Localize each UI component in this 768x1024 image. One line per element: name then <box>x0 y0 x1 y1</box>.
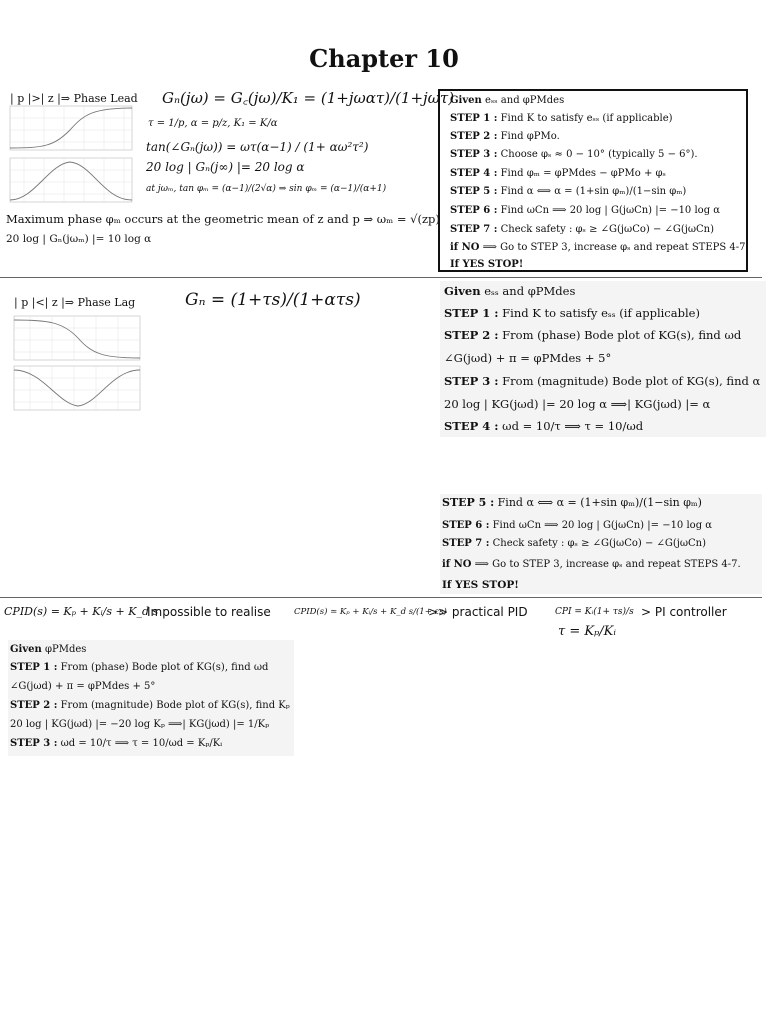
lead-max-phase: Maximum phase φₘ occurs at the geometric mean of z and p ⇒ ωₘ = √(zp) <box>6 212 440 226</box>
lag-step-no: if NO ⟹ Go to STEP 3, increase φₛ and repeat STEPS 4-7. <box>442 559 741 570</box>
lead-step-6: STEP 6 : Find ωCn ⟹ 20 log | G(jωCn) |= −10 log α <box>450 205 721 216</box>
lead-step-given: Given eₛₛ and φPMdes <box>450 95 565 106</box>
lag-step-3-eq: 20 log | KG(jωd) |= 20 log α ⟹| KG(jωd) |= α <box>444 397 711 411</box>
lead-phase-curve <box>10 162 132 200</box>
divider-lag-pid <box>0 597 762 598</box>
pid-step-3: STEP 3 : ωd = 10/τ ⟹ τ = 10/ωd = Kₚ/Kᵢ <box>10 738 223 749</box>
lag-step-5: STEP 5 : Find α ⟺ α = (1+sin φₘ)/(1−sin φₘ) <box>442 496 702 509</box>
pid-impossible-label: Impossible to realise <box>147 605 271 619</box>
lag-step-7: STEP 7 : Check safety : φₛ ≥ ∠G(jωCo) − ∠G(jωCn) <box>442 538 707 549</box>
pid-step-2: STEP 2 : From (magnitude) Bode plot of KG(s), find Kₚ <box>10 700 290 711</box>
lead-step-no: if NO ⟹ Go to STEP 3, increase φₛ and repeat STEPS 4-7. <box>450 242 749 253</box>
lag-steps-box <box>440 281 766 437</box>
lag-step-4: STEP 4 : ωd = 10/τ ⟹ τ = 10/ωd <box>444 419 644 433</box>
divider-lead-lag <box>0 277 762 278</box>
lead-eq-inf: 20 log | Gₙ(j∞) |= 20 log α <box>146 160 305 174</box>
lag-step-2: STEP 2 : From (phase) Bode plot of KG(s), find ωd <box>444 328 742 342</box>
lead-eq-main: Gₙ(jω) = G꜀(jω)/K₁ = (1+jωατ)/(1+jωτ) <box>162 89 455 107</box>
lag-heading: | p |<| z |⇒ Phase Lag <box>14 296 136 309</box>
lead-step-4: STEP 4 : Find φₘ = φPMdes − φPMo + φₛ <box>450 168 666 179</box>
page-title: Chapter 10 <box>309 44 459 73</box>
pi-eq-tau: τ = Kₚ/Kᵢ <box>558 624 616 639</box>
pid-step-1-eq: ∠G(jωd) + π = φPMdes + 5° <box>10 681 156 692</box>
lead-eq-wm: at jωₘ, tan φₘ = (α−1)/(2√α) ⇒ sin φₘ = (α−1)/(α+1) <box>146 184 387 194</box>
pi-eq: CPI = Kᵢ(1+ τs)/s <box>555 607 634 617</box>
lead-step-1: STEP 1 : Find K to satisfy eₛₛ (if applicable) <box>450 113 673 124</box>
lead-step-2: STEP 2 : Find φPMo. <box>450 131 560 142</box>
lag-bode-plot <box>8 312 144 414</box>
lead-eq-params: τ = 1/p, α = p/z, K₁ = K/α <box>148 118 278 129</box>
lag-eq-main: Gₙ = (1+τs)/(1+ατs) <box>185 290 361 310</box>
lag-step-1: STEP 1 : Find K to satisfy eₛₛ (if applicable) <box>444 306 700 320</box>
lead-bode-plot <box>4 104 136 204</box>
lead-heading: | p |>| z |⇒ Phase Lead <box>10 92 138 105</box>
lag-step-yes: If YES STOP! <box>442 579 519 591</box>
lead-eq-gain: 20 log | Gₙ(jωₘ) |= 10 log α <box>6 233 152 245</box>
lag-step-given: Given eₛₛ and φPMdes <box>444 284 576 298</box>
pid-eq-practical: CPID(s) ≃ Kₚ + Kᵢ/s + K_d s/(1+ εs) <box>294 607 447 617</box>
pi-controller-label: > PI controller <box>641 605 727 619</box>
lag-step-2-eq: ∠G(jωd) + π = φPMdes + 5° <box>444 351 612 365</box>
lag-phase-curve <box>14 370 140 406</box>
lead-step-3: STEP 3 : Choose φₛ ≈ 0 − 10° (typically 5 − 6°). <box>450 149 698 160</box>
pid-step-1: STEP 1 : From (phase) Bode plot of KG(s), find ωd <box>10 662 269 673</box>
lag-step-3: STEP 3 : From (magnitude) Bode plot of KG(s), find α <box>444 374 761 388</box>
pid-step-given: Given φPMdes <box>10 644 87 655</box>
pid-practical-label: >> practical PID <box>428 605 528 619</box>
lead-step-yes: If YES STOP! <box>450 259 524 270</box>
lead-step-5: STEP 5 : Find α ⟺ α = (1+sin φₘ)/(1−sin φₘ) <box>450 186 687 197</box>
pid-step-2-eq: 20 log | KG(jωd) |= −20 log Kₚ ⟹| KG(jωd) |= 1/Kₚ <box>10 719 270 730</box>
lead-step-7: STEP 7 : Check safety : φₛ ≥ ∠G(jωCo) − ∠G(jωCn) <box>450 224 715 235</box>
pid-eq-ideal: CPID(s) = Kₚ + Kᵢ/s + K_d s <box>4 605 159 618</box>
lead-steps-box <box>438 89 748 272</box>
lag-steps-box-b <box>440 494 762 594</box>
pid-steps-box <box>8 640 294 756</box>
lag-magnitude-curve <box>14 320 140 358</box>
lead-eq-tan: tan(∠Gₙ(jω)) = ωτ(α−1) / (1+ αω²τ²) <box>146 140 369 154</box>
lag-step-6: STEP 6 : Find ωCn ⟹ 20 log | G(jωCn) |= −10 log α <box>442 520 713 531</box>
